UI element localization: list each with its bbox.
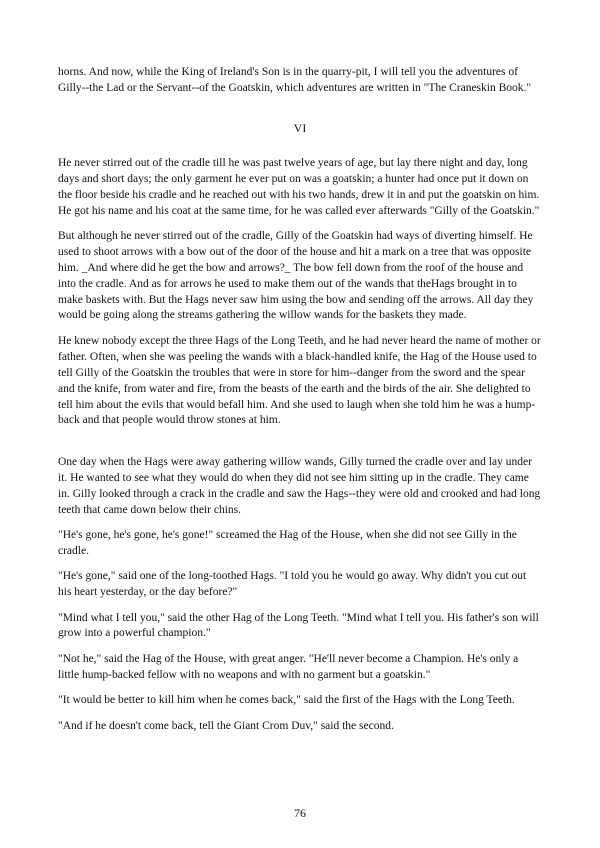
- page-content: [58, 65, 542, 744]
- paragraph: horns. And now, while the King of Ireland's Son is in the quarry-pit, I will tell you the adventures of Gilly--the Lad or the Servant--of the Goatskin, which adventures are written in "The Craneskin Book.": [58, 66, 532, 94]
- paragraph: One day when the Hags were away gathering willow wands, Gilly turned the cradle over and lay under it. He wanted to see what they would do when they did not see him sitting up in the cradle. They came in. Gilly looked through a crack in the cradle and saw the Hags--they were old and crooked and had long teeth that came down below their chins.: [58, 455, 541, 516]
- chapter-heading: VI: [293, 120, 307, 135]
- paragraph: He never stirred out of the cradle till he was past twelve years of age, but lay there night and day, long days and short days; the only garment he ever put on was a goatskin; a hunter had once put it down on the floor beside his cradle and he reached out with his two hands, drew it in and put the goatskin on him. He got his name and his coat at the same time, for he was called ever afterwards "Gilly of the Goatskin.": [58, 156, 540, 217]
- paragraph: But although he never stirred out of the cradle, Gilly of the Goatskin had ways of diverting himself. He used to shoot arrows with a bow out of the door of the house and hit a mark on a tree that was opposite him. _And where did he get the bow and arrows?_ The bow fell down from the roof of the house and into the cradle. And as for arrows he used to make them out of the wands that theHags brought in to make baskets with. But the Hags never saw him using the bow and sending off the arrows. All day they would be going along the streams gathering the willow wands for the baskets they made.: [58, 229, 534, 322]
- page-number: 76: [294, 806, 306, 820]
- paragraph: "And if he doesn't come back, tell the Giant Crom Duv," said the second.: [58, 719, 394, 732]
- paragraph-gap: [58, 439, 542, 455]
- paragraph: "Mind what I tell you," said the other Hag of the Long Teeth. "Mind what I tell you. His father's son will grow into a powerful champion.": [58, 611, 539, 640]
- paragraph: He knew nobody except the three Hags of the Long Teeth, and he had never heard the name of mother or father. Often, when she was peeling the wands with a black-handled knife, the Hag of the House used to tell Gilly of the Goatskin the troubles that were in store for him--danger from the sword and the spear and the knife, from water and fire, from the beasts of the earth and the birds of the air. She delighted to tell him about the evils that would befall him. And she used to laugh when she told him he was a hump-back and that people would throw stones at him.: [58, 334, 541, 427]
- paragraph: "It would be better to kill him when he comes back," said the first of the Hags with the Long Teeth.: [58, 694, 515, 707]
- paragraph: "He's gone," said one of the long-toothed Hags. "I told you he would go away. Why didn't you cut out his heart yesterday, or the day before?": [58, 570, 527, 599]
- paragraph: "He's gone, he's gone, he's gone!" screamed the Hag of the House, when she did not see Gilly in the cradle.: [58, 528, 517, 557]
- paragraph: "Not he," said the Hag of the House, with great anger. "He'll never become a Champion. He's only a little hump-backed fellow with no weapons and with no garment but a goatskin.": [58, 652, 519, 681]
